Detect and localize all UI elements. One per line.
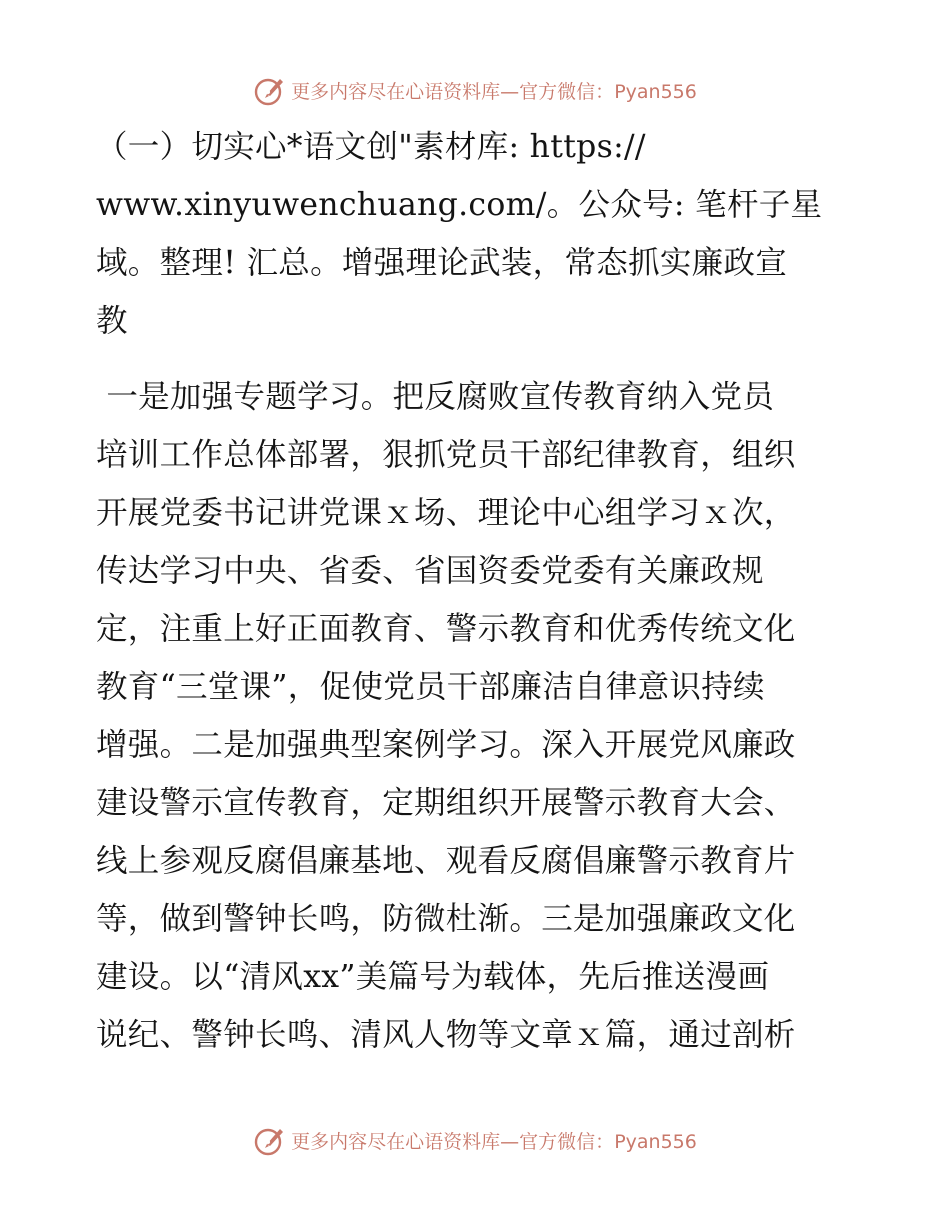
- text-line: 开展党委书记讲党课ｘ场、理论中心组学习ｘ次，: [96, 495, 796, 531]
- header-banner: [0, 70, 950, 110]
- paragraph-body: [96, 368, 856, 1064]
- text-line: 等，做到警钟长鸣，防微杜渐。三是加强廉政文化: [96, 901, 796, 937]
- text-line: 线上参观反腐倡廉基地、观看反腐倡廉警示教育片: [96, 843, 796, 879]
- banner-contact-handle: Pyan556: [614, 80, 697, 103]
- text-line: 增强。二是加强典型案例学习。深入开展党风廉政: [96, 727, 796, 763]
- banner-title: 更多内容尽在心语资料库: [291, 80, 501, 103]
- text-line: 传达学习中央、省委、省国资委党委有关廉政规: [96, 553, 764, 589]
- pen-nib-circle-icon: [253, 1123, 287, 1157]
- pen-nib-circle-icon: [253, 73, 287, 107]
- text-line: www.xinyuwenchuang.com/。公众号: 笔杆子星: [96, 187, 823, 223]
- banner-contact-label: 官方微信：: [519, 1130, 615, 1153]
- text-line: 一是加强专题学习。把反腐败宣传教育纳入党员: [96, 379, 775, 415]
- banner-contact-label: 官方微信：: [519, 80, 615, 103]
- text-line: 建设警示宣传教育，定期组织开展警示教育大会、: [96, 785, 796, 821]
- banner-title: 更多内容尽在心语资料库: [291, 1130, 501, 1153]
- text-line: 域。整理! 汇总。增强理论武装，常态抓实廉政宣: [96, 245, 788, 281]
- footer-banner: [0, 1120, 950, 1160]
- banner-text: [291, 77, 697, 104]
- text-line: 说纪、警钟长鸣、清风人物等文章ｘ篇，通过剖析: [96, 1017, 796, 1053]
- banner-contact-handle: Pyan556: [614, 1130, 697, 1153]
- text-line: 培训工作总体部署，狠抓党员干部纪律教育，组织: [96, 437, 796, 473]
- text-line: 教育“三堂课”，促使党员干部廉洁自律意识持续: [96, 669, 765, 705]
- text-line: （一）切实心*语文创"素材库: https://: [96, 129, 646, 165]
- text-line: 教: [96, 303, 128, 339]
- banner-separator: —: [500, 80, 520, 103]
- text-line: 建设。以“清风xx”美篇号为载体，先后推送漫画: [96, 959, 770, 995]
- banner-text: [291, 1127, 697, 1154]
- banner-separator: —: [500, 1130, 520, 1153]
- paragraph-heading: [96, 118, 856, 350]
- text-line: 定，注重上好正面教育、警示教育和优秀传统文化: [96, 611, 796, 647]
